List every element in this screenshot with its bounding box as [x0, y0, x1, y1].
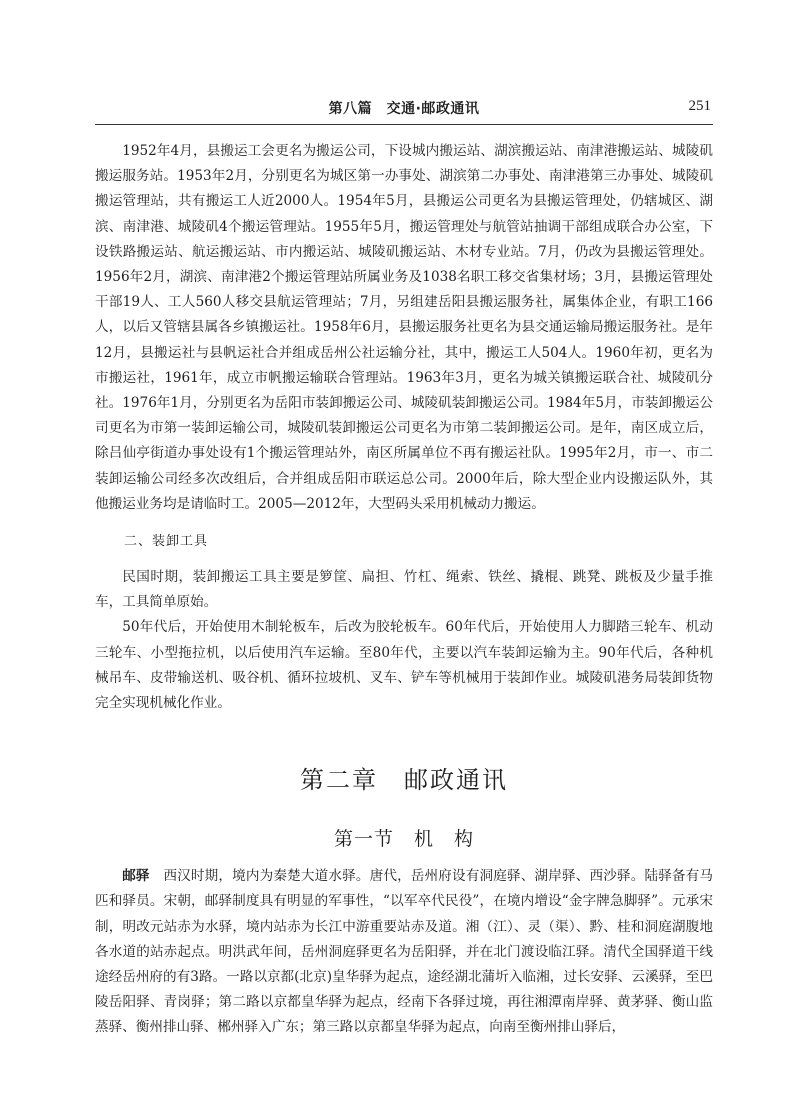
paragraph	[95, 864, 713, 1040]
chapter-title: 第二章 邮政通讯	[300, 766, 508, 795]
lead-term: 邮驿	[122, 868, 150, 885]
paragraph: 50年代后，开始使用木制轮板车，后改为胶轮板车。60年代后，开始使用人力脚踏三轮车、机动三轮车、小型拖拉机，以后使用汽车运输。至80年代，主要以汽车装卸运输为主。90年代后，各种机械吊车、皮带输送机、吸谷机、循环拉坡机、叉车、铲车等机械用于装卸作业。城陵矶港务局装卸货物完全实现机械化作业。	[95, 619, 713, 712]
running-header	[95, 98, 713, 124]
page-number: 251	[688, 98, 711, 114]
running-header-title: 第八篇 交通·邮政通讯	[328, 101, 480, 117]
paragraph-text: 西汉时期，境内为秦楚大道水驿。唐代，岳州府设有洞庭驿、湖岸驿、西沙驿。陆驿备有马匹和驿员。宋朝，邮驿制度具有明显的军事性，“以军卒代民役”，在境内增设“金字牌急脚驿”。元承宋制，明改元站赤为水驿，境内站赤为长江中游重要站赤及道。湘（江）、灵（渠）、黔、桂和洞庭湖腹地各水道的站赤起点。明洪武年间，岳州洞庭驿更名为岳阳驿，并在北门渡设临江驿。清代全国驿道干线途经岳州府的有3路。一路以京都(北京)皇华驿为起点，途经湖北蒲圻入临湘，过长安驿、云溪驿，至巴陵岳阳驿、青岗驿；第二路以京都皇华驿为起点，经南下各驿过境，再往湘潭南岸驿、黄茅驿、衡山监蒸驿、衡州排山驿、郴州驿入广东；第三路以京都皇华驿为起点，向南至衡州排山驿后，	[95, 868, 714, 1036]
header-rule	[95, 124, 713, 125]
section-1-body	[95, 139, 713, 517]
section-2-body	[95, 565, 713, 716]
section-title: 第一节 机 构	[333, 828, 474, 851]
paragraph: 民国时期，装卸搬运工具主要是箩筐、扁担、竹杠、绳索、铁丝、撬棍、跳凳、跳板及少量手推车，工具简单原始。	[95, 569, 713, 611]
page	[95, 0, 713, 1041]
subsection-heading: 二、装卸工具	[124, 534, 209, 550]
paragraph: 1952年4月，县搬运工会更名为搬运公司，下设城内搬运站、湖滨搬运站、南津港搬运站、城陵矶搬运服务站。1953年2月，分别更名为城区第一办事处、湖滨第二办事处、南津港第三办事处、城陵矶搬运管理站，共有搬运工人近2000人。1954年5月，县搬运公司更名为县搬运管理处，仍辖城区、湖滨、南津港、城陵矶4个搬运管理站。1955年5月，搬运管理处与航管站抽调干部组成联合办公室，下设铁路搬运站、航运搬运站、市内搬运站、城陵矶搬运站、木材专业站。7月，仍改为县搬运管理处。1956年2月，湖滨、南津港2个搬运管理站所属业务及1038名职工移交省集材场；3月，县搬运管理处干部19人、工人560人移交县航运管理站；7月，另组建岳阳县搬运服务社，属集体企业，有职工166人，以后又管辖县属各乡镇搬运社。1958年6月，县搬运服务社更名为县交通运输局搬运服务社。是年12月，县搬运社与县帆运社合并组成岳州公社运输分社，其中，搬运工人504人。1960年初，更名为市搬运社，1961年，成立市帆搬运输联合管理站。1963年3月，更名为城关镇搬运联合社、城陵矶分社。1976年1月，分别更名为岳阳市装卸搬运公司、城陵矶装卸搬运公司。1984年5月，市装卸搬运公司更名为市第一装卸运输公司，城陵矶装卸搬运公司更名为市第二装卸搬运公司。是年，南区成立后，除吕仙亭街道办事处设有1个搬运管理站外，南区所属单位不再有搬运社队。1995年2月，市一、市二装卸运输公司经多次改组后，合并组成岳阳市联运总公司。2000年后，除大型企业内设搬运队外，其他搬运业务均是请临时工。2005—2012年，大型码头采用机械动力搬运。	[95, 143, 713, 512]
chapter-body	[95, 864, 713, 1040]
